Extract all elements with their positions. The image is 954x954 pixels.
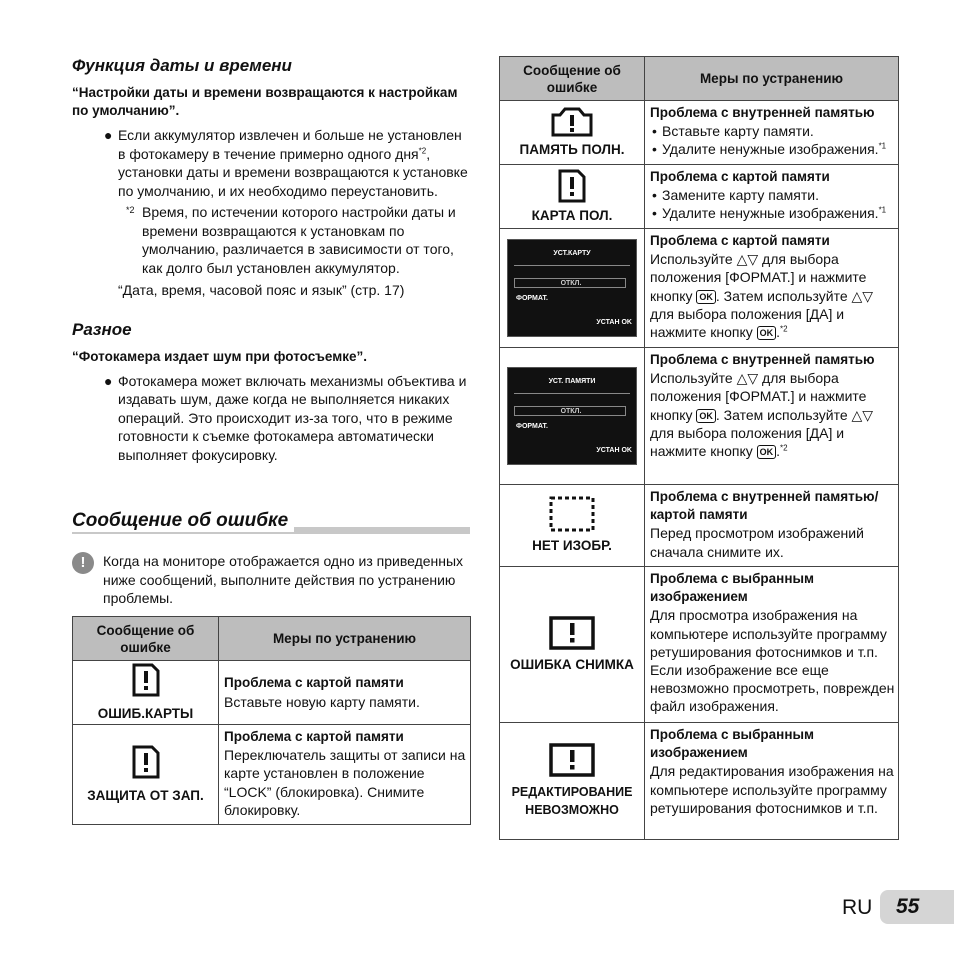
footnote-ref: *1 bbox=[878, 205, 887, 215]
card-full-icon bbox=[557, 169, 587, 203]
remedy-text: Используйте bbox=[650, 251, 737, 268]
message-label: НЕТ ИЗОБР. bbox=[532, 538, 612, 553]
remedy-title: Проблема с картой памяти bbox=[224, 675, 404, 691]
message-cell bbox=[500, 229, 645, 348]
remedy-title: Проблема с картой памяти bbox=[224, 729, 404, 744]
footnote-mark: *2 bbox=[126, 205, 135, 215]
remedy-title: Проблема с картой памяти bbox=[650, 169, 830, 184]
date-time-heading: Функция даты и времени bbox=[72, 56, 292, 75]
date-bullet-text-1: Если аккумулятор извлечен и больше не установлен в фотокамеру в течение примерно одного дня bbox=[118, 127, 462, 162]
card-format-screen bbox=[507, 239, 637, 337]
remedy-cell bbox=[645, 165, 899, 229]
language-label: RU bbox=[842, 896, 873, 919]
ok-button-icon: OK bbox=[757, 445, 777, 459]
message-label: ОШИБ.КАРТЫ bbox=[97, 705, 194, 721]
header-message: Сообщение об ошибке bbox=[73, 617, 219, 661]
left-column bbox=[72, 56, 472, 464]
remedy-text: для выбора положения [ФОРМАТ.] и нажмите кнопку bbox=[650, 251, 867, 304]
up-down-arrows-icon: △▽ bbox=[736, 370, 759, 387]
table-row bbox=[500, 165, 899, 229]
date-question: “Настройки даты и времени возвращаются к настройкам по умолчанию”. bbox=[72, 85, 458, 118]
ok-button-icon: OK bbox=[757, 326, 777, 340]
no-picture-icon bbox=[549, 496, 595, 532]
remedy-title: Проблема с выбранным изображением bbox=[650, 571, 814, 605]
footnote-ref: *1 bbox=[878, 141, 887, 151]
table-row bbox=[500, 101, 899, 165]
remedy-text: для выбора положения [ДА] и нажмите кнопку bbox=[650, 424, 845, 460]
message-label: ЗАЩИТА ОТ ЗАП. bbox=[87, 787, 204, 803]
memory-format-screen bbox=[507, 367, 637, 465]
message-label: КАРТА ПОЛ. bbox=[531, 207, 613, 223]
remedy-title: Проблема с внутренней памятью bbox=[650, 352, 875, 367]
list-item: • Вставьте карту памяти. bbox=[650, 122, 898, 140]
caution-text: Когда на мониторе отображается одно из приведенных ниже сообщений, выполните действия по устранению проблемы. bbox=[103, 553, 464, 606]
list-item-text: Удалите ненужные изображения. bbox=[662, 141, 879, 158]
table-row bbox=[73, 725, 471, 825]
memory-full-icon bbox=[551, 107, 593, 137]
up-down-arrows-icon: △▽ bbox=[851, 406, 874, 423]
message-cell bbox=[500, 723, 645, 840]
screen-title: УСТ. ПАМЯТИ bbox=[514, 373, 630, 394]
remedy-cell bbox=[219, 661, 471, 725]
footnote-ref: *2 bbox=[780, 324, 788, 334]
header-message: Сообщение об ошибке bbox=[500, 57, 645, 101]
footnote-ref: *2 bbox=[780, 443, 788, 453]
remedy-title: Проблема с выбранным изображением bbox=[650, 727, 814, 761]
bullet-dot: ● bbox=[104, 127, 113, 143]
footnote-text: Время, по истечении которого настройки даты и времени возвращаются к установкам по умолчанию, различается в зависимости от того, как долго был установлен аккумулятор. bbox=[142, 204, 456, 276]
header-remedy: Меры по устранению bbox=[219, 617, 471, 661]
footnote bbox=[72, 203, 472, 277]
remedy-text: для выбора положения [ДА] и нажмите кнопку bbox=[650, 305, 845, 341]
remedy-title: Проблема с внутренней памятью/картой памяти bbox=[650, 489, 879, 523]
up-down-arrows-icon: △▽ bbox=[851, 287, 874, 304]
message-label: РЕДАКТИРОВАНИЕ НЕВОЗМОЖНО bbox=[511, 785, 633, 817]
error-table-left bbox=[72, 616, 471, 825]
date-bullet bbox=[72, 126, 472, 200]
list-item-text: Удалите ненужные изображения. bbox=[662, 205, 879, 222]
screen-option-off: ОТКЛ. bbox=[514, 406, 626, 416]
up-down-arrows-icon: △▽ bbox=[736, 251, 759, 268]
remedy-text: Перед просмотром изображений сначала снимите их. bbox=[650, 525, 864, 560]
remedy-cell bbox=[645, 348, 899, 485]
message-cell bbox=[73, 661, 219, 725]
message-cell bbox=[73, 725, 219, 825]
screen-set-label: УСТАН OK bbox=[596, 319, 632, 326]
message-cell bbox=[500, 101, 645, 165]
message-cell bbox=[500, 485, 645, 567]
remedy-title: Проблема с картой памяти bbox=[650, 233, 830, 248]
table-row bbox=[73, 661, 471, 725]
ok-button-icon: OK bbox=[696, 290, 716, 304]
remedy-cell bbox=[645, 101, 899, 165]
card-error-icon bbox=[131, 663, 161, 697]
bullet-dot: ● bbox=[104, 372, 113, 389]
screen-option-off: ОТКЛ. bbox=[514, 278, 626, 288]
screen-title: УСТ.КАРТУ bbox=[514, 245, 630, 266]
table-row bbox=[500, 723, 899, 840]
table-row bbox=[500, 348, 899, 485]
misc-bullet-text: Фотокамера может включать механизмы объектива и издавать шум, даже когда не выполняется никаких операций. Это происходит из-за того, что в режиме готовности к съемке фотокамера автоматически выполняет фокусировку. bbox=[118, 372, 467, 463]
table-row bbox=[500, 567, 899, 723]
remedy-cell bbox=[645, 229, 899, 348]
screen-set-label: УСТАН OK bbox=[596, 447, 632, 454]
page-number: 55 bbox=[896, 895, 920, 918]
remedy-cell bbox=[645, 723, 899, 840]
footnote-ref: *2 bbox=[418, 145, 427, 155]
page-number-tab bbox=[880, 890, 954, 924]
remedy-title: Проблема с внутренней памятью bbox=[650, 105, 875, 120]
caution-icon: ! bbox=[72, 552, 94, 574]
message-cell bbox=[500, 567, 645, 723]
remedy-cell bbox=[645, 567, 899, 723]
remedy-text: Для просмотра изображения на компьютере используйте программу ретуширования фотоснимков и т.п. Если изображение все еще невозможно просмотреть, поврежден файл изображения. bbox=[650, 607, 895, 715]
remedy-cell bbox=[219, 725, 471, 825]
list-item bbox=[650, 204, 898, 222]
remedy-text: для выбора положения [ФОРМАТ.] и нажмите кнопку bbox=[650, 370, 867, 423]
table-row bbox=[500, 229, 899, 348]
remedy-text: Переключатель защиты от записи на карте установлен в положение “LOCK” (блокировка). Снимите блокировку. bbox=[224, 747, 466, 818]
screen-option-format: ФОРМАТ. bbox=[516, 295, 548, 302]
remedy-text: . Затем используйте bbox=[715, 406, 852, 423]
remedy-text: . Затем используйте bbox=[715, 287, 852, 304]
remedy-text: . bbox=[776, 324, 781, 341]
table-row bbox=[500, 485, 899, 567]
list-item bbox=[650, 140, 898, 158]
error-message-section-title bbox=[72, 510, 470, 534]
remedy-cell bbox=[645, 485, 899, 567]
remedy-text: Для редактирования изображения на компьютере используйте программу ретуширования фотоснимков и т.п. bbox=[650, 763, 894, 816]
screen-option-format: ФОРМАТ. bbox=[516, 423, 548, 430]
section-title-text: Сообщение об ошибке bbox=[72, 510, 294, 532]
ok-button-icon: OK bbox=[696, 409, 716, 423]
cannot-edit-icon bbox=[549, 743, 595, 777]
card-protect-icon bbox=[131, 745, 161, 779]
date-reference: “Дата, время, часовой пояс и язык” (стр. 17) bbox=[118, 282, 405, 298]
header-remedy: Меры по устранению bbox=[645, 57, 899, 101]
misc-bullet bbox=[72, 372, 472, 465]
message-label: ПАМЯТЬ ПОЛН. bbox=[519, 141, 625, 157]
remedy-text: . bbox=[776, 443, 781, 460]
remedy-text: Используйте bbox=[650, 370, 737, 387]
misc-heading: Разное bbox=[72, 319, 132, 339]
message-cell bbox=[500, 348, 645, 485]
message-label: ОШИБКА СНИМКА bbox=[510, 656, 634, 672]
message-cell bbox=[500, 165, 645, 229]
error-table-right bbox=[499, 56, 899, 840]
remedy-text: Вставьте новую карту памяти. bbox=[224, 693, 420, 710]
picture-error-icon bbox=[549, 616, 595, 650]
date-bullet-text-2: , установки даты и времени возвращаются к установке по умолчанию, и их необходимо переустановить. bbox=[118, 145, 468, 199]
list-item: • Замените карту памяти. bbox=[650, 186, 898, 204]
misc-question: “Фотокамера издает шум при фотосъемке”. bbox=[72, 348, 367, 364]
caution-note bbox=[72, 552, 472, 608]
